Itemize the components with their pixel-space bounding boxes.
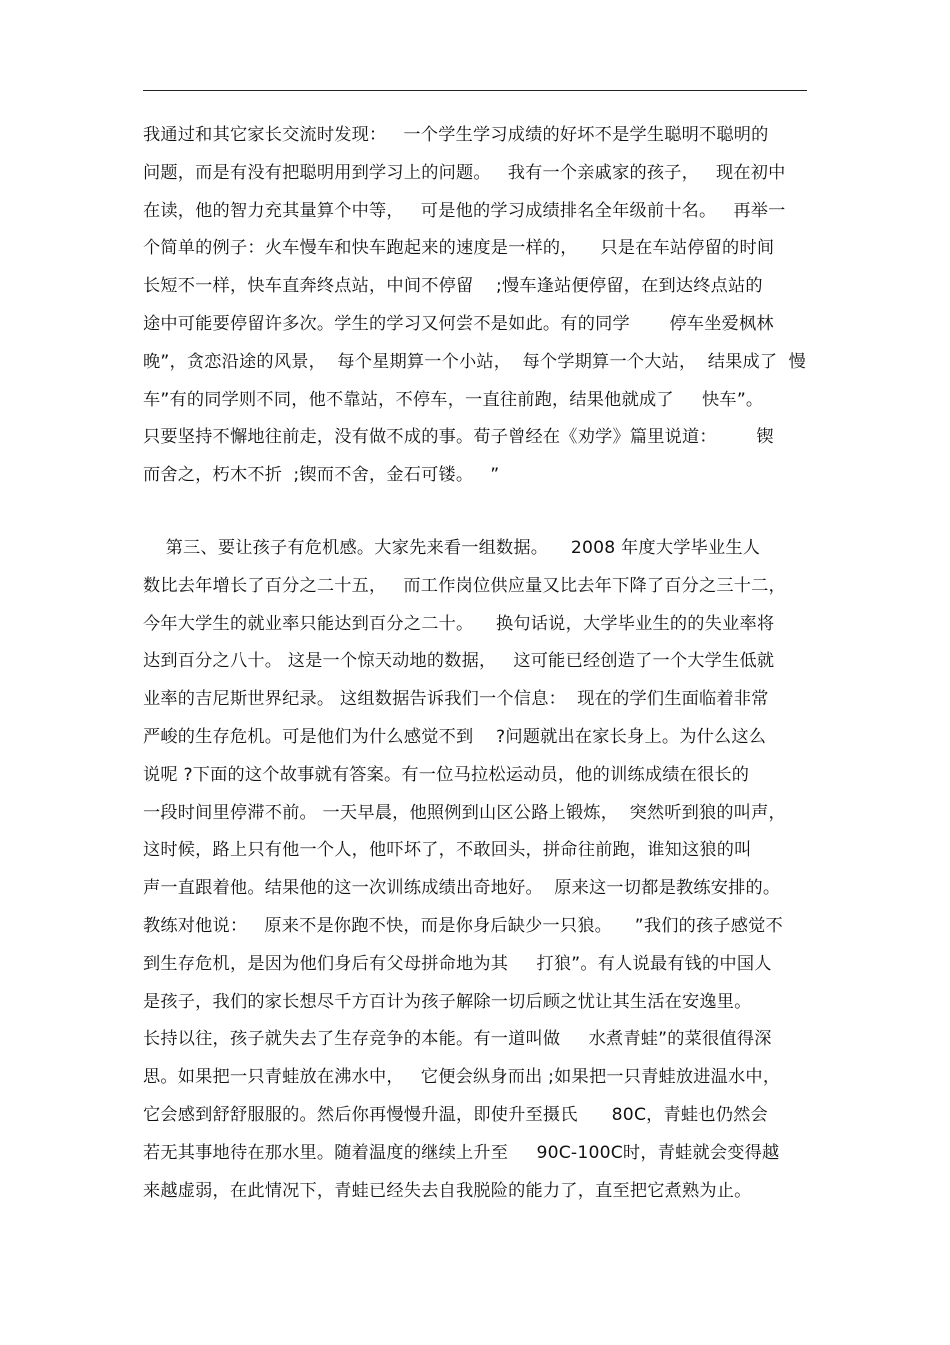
text-line: 这时候，路上只有他一个人，他吓坏了，不敢回头，拼命往前跑，谁知这狼的叫 bbox=[143, 840, 752, 861]
text-line: 到生存危机，是因为他们身后有父母拼命地为其 打狼”。有人说最有钱的中国人 bbox=[143, 953, 772, 974]
text-line: 第三、要让孩子有危机感。大家先来看一组数据。 2008 年度大学毕业生人 bbox=[143, 538, 761, 558]
text-line: 声一直跟着他。结果他的这一次训练成绩出奇地好。 原来这一切都是教练安排的。 bbox=[143, 878, 781, 899]
text-line: 今年大学生的就业率只能达到百分之二十。 换句话说，大学毕业生的的失业率将 bbox=[143, 613, 775, 634]
text-line: 个简单的例子：火车慢车和快车跑起来的速度是一样的， 只是在车站停留的时间 bbox=[143, 238, 775, 259]
text-line: 车”有的同学则不同，他不靠站，不停车，一直往前跑，结果他就成了 快车”。 bbox=[143, 389, 764, 410]
text-line: 只要坚持不懈地往前走，没有做不成的事。荀子曾经在《劝学》篇里说道： 锲 bbox=[143, 427, 774, 448]
text-line: 而舍之，朽木不折 ;锲而不舍，金石可镂。 ” bbox=[143, 465, 500, 486]
text-line: 一段时间里停滞不前。 一天早晨，他照例到山区公路上锻炼， 突然听到狼的叫声， bbox=[143, 802, 786, 823]
text-line: 数比去年增长了百分之二十五， 而工作岗位供应量又比去年下降了百分之三十二， bbox=[143, 575, 786, 596]
text-line: 是孩子，我们的家长想尽千方百计为孩子解除一切后顾之忧让其生活在安逸里。 bbox=[143, 991, 752, 1012]
text-line: 来越虚弱，在此情况下，青蛙已经失去自我脱险的能力了，直至把它煮熟为止。 bbox=[143, 1180, 752, 1201]
text-line: 长短不一样，快车直奔终点站，中间不停留 ;慢车逢站便停留，在到达终点站的 bbox=[143, 276, 763, 297]
text-line: 达到百分之八十。 这是一个惊天动地的数据， 这可能已经创造了一个大学生低就 bbox=[143, 651, 775, 672]
text-line: 若无其事地待在那水里。随着温度的继续上升至 90C-100C时，青蛙就会变得越 bbox=[143, 1142, 780, 1163]
text-line: 业率的吉尼斯世界纪录。 这组数据告诉我们一个信息： 现在的学们生面临着非常 bbox=[143, 689, 769, 710]
text-line: 思。如果把一只青蛙放在沸水中， 它便会纵身而出 ;如果把一只青蛙放进温水中， bbox=[143, 1067, 781, 1088]
text-line: 在读，他的智力充其量算个中等， 可是他的学习成绩排名全年级前十名。 再举一 bbox=[143, 200, 786, 221]
text-line: 我通过和其它家长交流时发现： 一个学生学习成绩的好坏不是学生聪明不聪明的 bbox=[143, 125, 769, 145]
text-line: 教练对他说： 原来不是你跑不快，而是你身后缺少一只狼。 ”我们的孩子感觉不 bbox=[143, 915, 783, 936]
paragraph-2 bbox=[143, 536, 823, 1216]
text-line: 晚”，贪恋沿途的风景， 每个星期算一个小站， 每个学期算一个大站， 结果成了 慢 bbox=[143, 351, 806, 372]
text-line: 问题，而是有没有把聪明用到学习上的问题。 我有一个亲戚家的孩子， 现在初中 bbox=[143, 162, 786, 183]
paragraph-1 bbox=[143, 123, 823, 501]
text-line: 严峻的生存危机。可是他们为什么感觉不到 ?问题就出在家长身上。为什么这么 bbox=[143, 726, 767, 747]
text-line: 它会感到舒舒服服的。然后你再慢慢升温，即使升至摄氏 80C，青蛙也仍然会 bbox=[143, 1104, 768, 1125]
text-line: 长持以往，孩子就失去了生存竞争的本能。有一道叫做 水煮青蛙”的菜很值得深 bbox=[143, 1029, 772, 1050]
text-line: 途中可能要停留许多次。学生的学习又何尝不是如此。有的同学 停车坐爱枫林 bbox=[143, 313, 774, 334]
text-line: 说呢 ?下面的这个故事就有答案。有一位马拉松运动员，他的训练成绩在很长的 bbox=[143, 764, 750, 785]
header-rule bbox=[143, 90, 807, 91]
